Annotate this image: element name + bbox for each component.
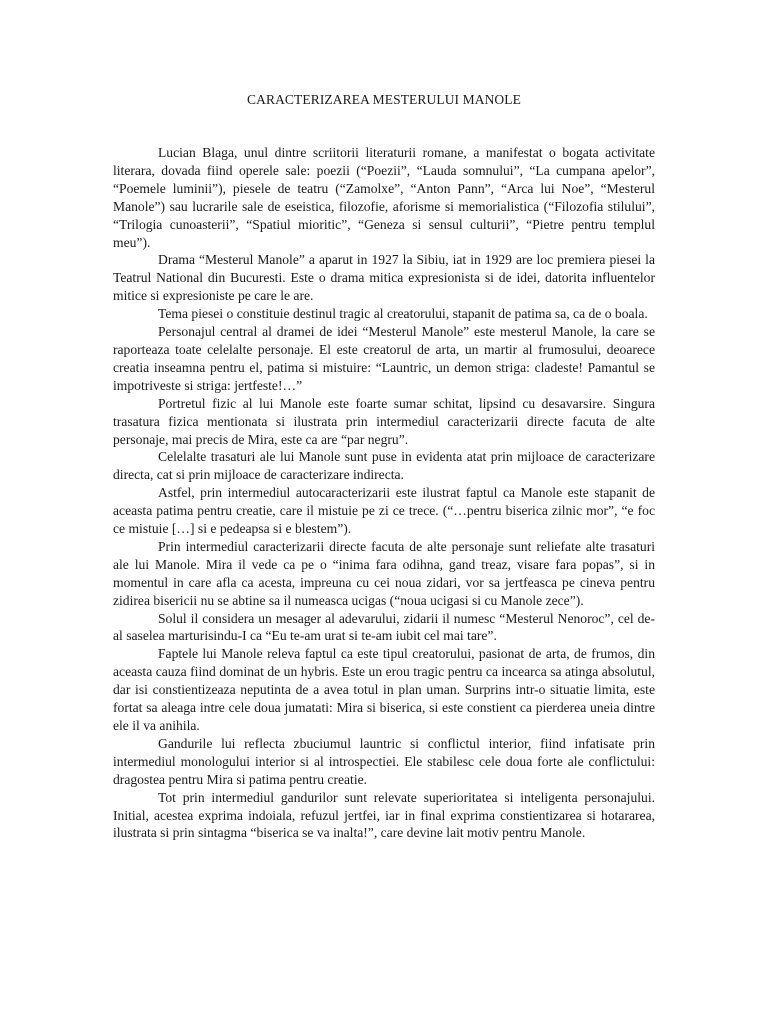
paragraph: Lucian Blaga, unul dintre scriitorii literaturii romane, a manifestat o bogata activitate literara, dovada fiind operele sale: poezii (“Poezii”, “Lauda somnului”, “La cumpana apelor”, “Poemele luminii”), piesele de teatru (“Zamolxe”, “Anton Pann”, “Arca lui Noe”, “Mesterul Manole”) sau lucrarile sale de eseistica, filozofie, aforisme si memorialistica (“Filozofia stilului”, “Trilogia cunoasterii”, “Spatiul mioritic”, “Geneza si sensul culturii”, “Pietre pentru templul meu”). <box>113 145 655 250</box>
paragraph: Astfel, prin intermediul autocaracterizarii este ilustrat faptul ca Manole este stapanit de aceasta patima pentru creatie, care il mistuie pe zi ce trece. (“…pentru biserica zilnic mor”, “e foc ce mistuie […] si e pedeapsa si e blestem”). <box>113 485 655 537</box>
document-body <box>113 144 655 842</box>
paragraph: Personajul central al dramei de idei “Mesterul Manole” este mesterul Manole, la care se raporteaza toate celelalte personaje. El este creatorul de arta, un martir al frumosului, deoarece creatia inseamna pentru el, patima si mistuire: “Launtric, un demon striga: cladeste! Pamantul se impotriveste si striga: jertfeste!…” <box>113 324 655 393</box>
paragraph: Solul il considera un mesager al adevarului, zidarii il numesc “Mesterul Nenoroc”, cel de-al saselea marturisindu-I ca “Eu te-am urat si te-am iubit cel mai tare”. <box>113 610 655 644</box>
paragraph: Portretul fizic al lui Manole este foarte sumar schitat, lipsind cu desavarsire. Singura trasatura fizica mentionata si ilustrata prin intermediul caracterizarii directe facuta de alte personaje, mai precis de Mira, este ca are “par negru”. <box>113 395 655 447</box>
document-title: CARACTERIZAREA MESTERULUI MANOLE <box>247 92 521 107</box>
paragraph: Prin intermediul caracterizarii directe facuta de alte personaje sunt reliefate alte trasaturi ale lui Manole. Mira il vede ca pe o “inima fara odihna, gand treaz, visare fara popas”, si in momentul in care afla ca acesta, impreuna cu cei noua zidari, vor sa jertfeasca pe cineva pentru zidirea bisericii nu se abtine sa il numeasca ucigas (“noua ucigasi si cu Manole zece”). <box>113 538 655 608</box>
paragraph: Tema piesei o constituie destinul tragic al creatorului, stapanit de patima sa, ca de o boala. <box>158 306 648 322</box>
paragraph: Tot prin intermediul gandurilor sunt relevate superioritatea si inteligenta personajului. Initial, acestea exprima indoiala, refuzul jertfei, iar in final exprima constientizarea si hotararea, ilustrata si prin sintagma “biserica se va inalta!”, care devine lait motiv pentru Manole. <box>113 789 655 841</box>
paragraph: Drama “Mesterul Manole” a aparut in 1927 la Sibiu, iat in 1929 are loc premiera piesei la Teatrul National din Bucuresti. Este o drama mitica expresionista si de idei, datorita influentelor mitice si expresioniste pe care le are. <box>113 252 655 304</box>
paragraph: Gandurile lui reflecta zbuciumul launtric si conflictul interior, fiind infatisate prin intermediul monologului interior si al introspectiei. Ele stabilesc cele doua forte ale conflictului: dragostea pentru Mira si patima pentru creatie. <box>113 735 655 787</box>
paragraph: Faptele lui Manole releva faptul ca este tipul creatorului, pasionat de arta, de frumos, din aceasta cauza fiind dominat de un hybris. Este un erou tragic pentru ca incearca sa atinga absolutul, dar isi constientizeaza neputinta de a avea totul in plan uman. Surprins intr-o situatie limita, este fortat sa aleaga intre cele doua jumatati: Mira si biserica, si este constient ca pierderea uneia dintre ele il va anihila. <box>113 646 655 733</box>
paragraph: Celelalte trasaturi ale lui Manole sunt puse in evidenta atat prin mijloace de caracterizare directa, cat si prin mijloace de caracterizare indirecta. <box>113 449 655 483</box>
